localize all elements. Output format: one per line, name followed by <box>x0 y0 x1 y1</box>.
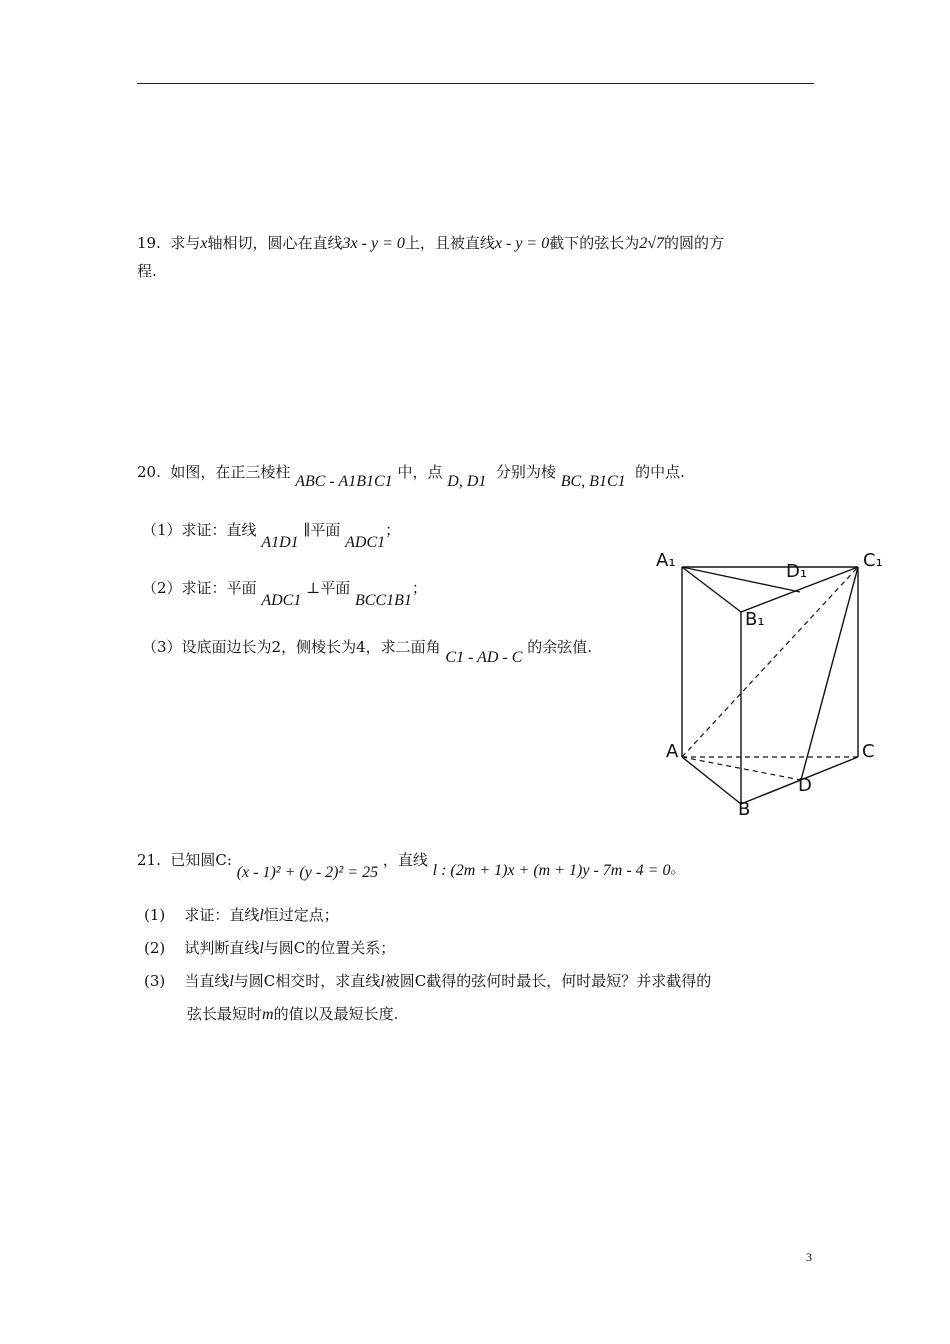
label-B: B <box>738 799 751 820</box>
q21-part3-cont: 弦长最短时m的值以及最短长度. <box>187 1005 399 1023</box>
circle-equation: (x - 1)² + (y - 2)² = 25 <box>236 864 379 881</box>
label-A1: A₁ <box>656 550 676 571</box>
page-number: 3 <box>806 1250 812 1264</box>
label-C1: C₁ <box>863 550 883 571</box>
q19-number: 19. <box>137 234 161 252</box>
label-C: C <box>862 741 875 762</box>
line-equation: l : (2m + 1)x + (m + 1)y - 7m - 4 = 0 <box>432 862 671 879</box>
label-B1: B₁ <box>745 609 765 630</box>
q21-intro: 21. 已知圆C: (x - 1)² + (y - 2)² = 25 ，直线 l : (2m + 1)x + (m + 1)y - 7m - 4 = 0。 <box>137 851 686 881</box>
label-D1: D₁ <box>786 561 808 582</box>
q20-number: 20. <box>137 463 161 481</box>
q20-part3: （3）设底面边长为2，侧棱长为4，求二面角 C1 - AD - C 的余弦值. <box>142 638 593 666</box>
label-A: A <box>666 741 679 762</box>
q20-intro: 20. 如图，在正三棱柱 ABC - A1B1C1 中，点 D, D1 分别为棱 BC, B1C1 的中点. <box>137 463 685 490</box>
q19-line2: 程. <box>137 262 157 280</box>
edge-A1D1 <box>682 567 800 592</box>
chord-length: 2√7 <box>639 235 665 252</box>
edge-C1D <box>801 567 858 780</box>
q20-part1: （1）求证：直线 A1D1 ∥平面 ADC1； <box>142 521 401 551</box>
q21-part3: (3) 当直线l与圆C相交时，求直线l被圆C截得的弦何时最长，何时最短？并求截得的 <box>144 972 712 990</box>
q19-line1: 19. 求与x轴相切，圆心在直线3x - y = 0上，且被直线x - y = 0截下的弦长为2√7的圆的方 <box>137 234 725 252</box>
edge-AB <box>682 757 741 804</box>
edge-AC1-dashed <box>682 567 858 757</box>
q21-part1: (1) 求证：直线l恒过定点； <box>144 906 339 924</box>
q21-part2: (2) 试判断直线l与圆C的位置关系； <box>144 939 396 957</box>
label-D: D <box>798 775 812 796</box>
q21-number: 21. <box>137 851 161 869</box>
q20-part2: （2）求证：平面 ADC1 ⊥平面 BCC1B1； <box>142 579 427 609</box>
